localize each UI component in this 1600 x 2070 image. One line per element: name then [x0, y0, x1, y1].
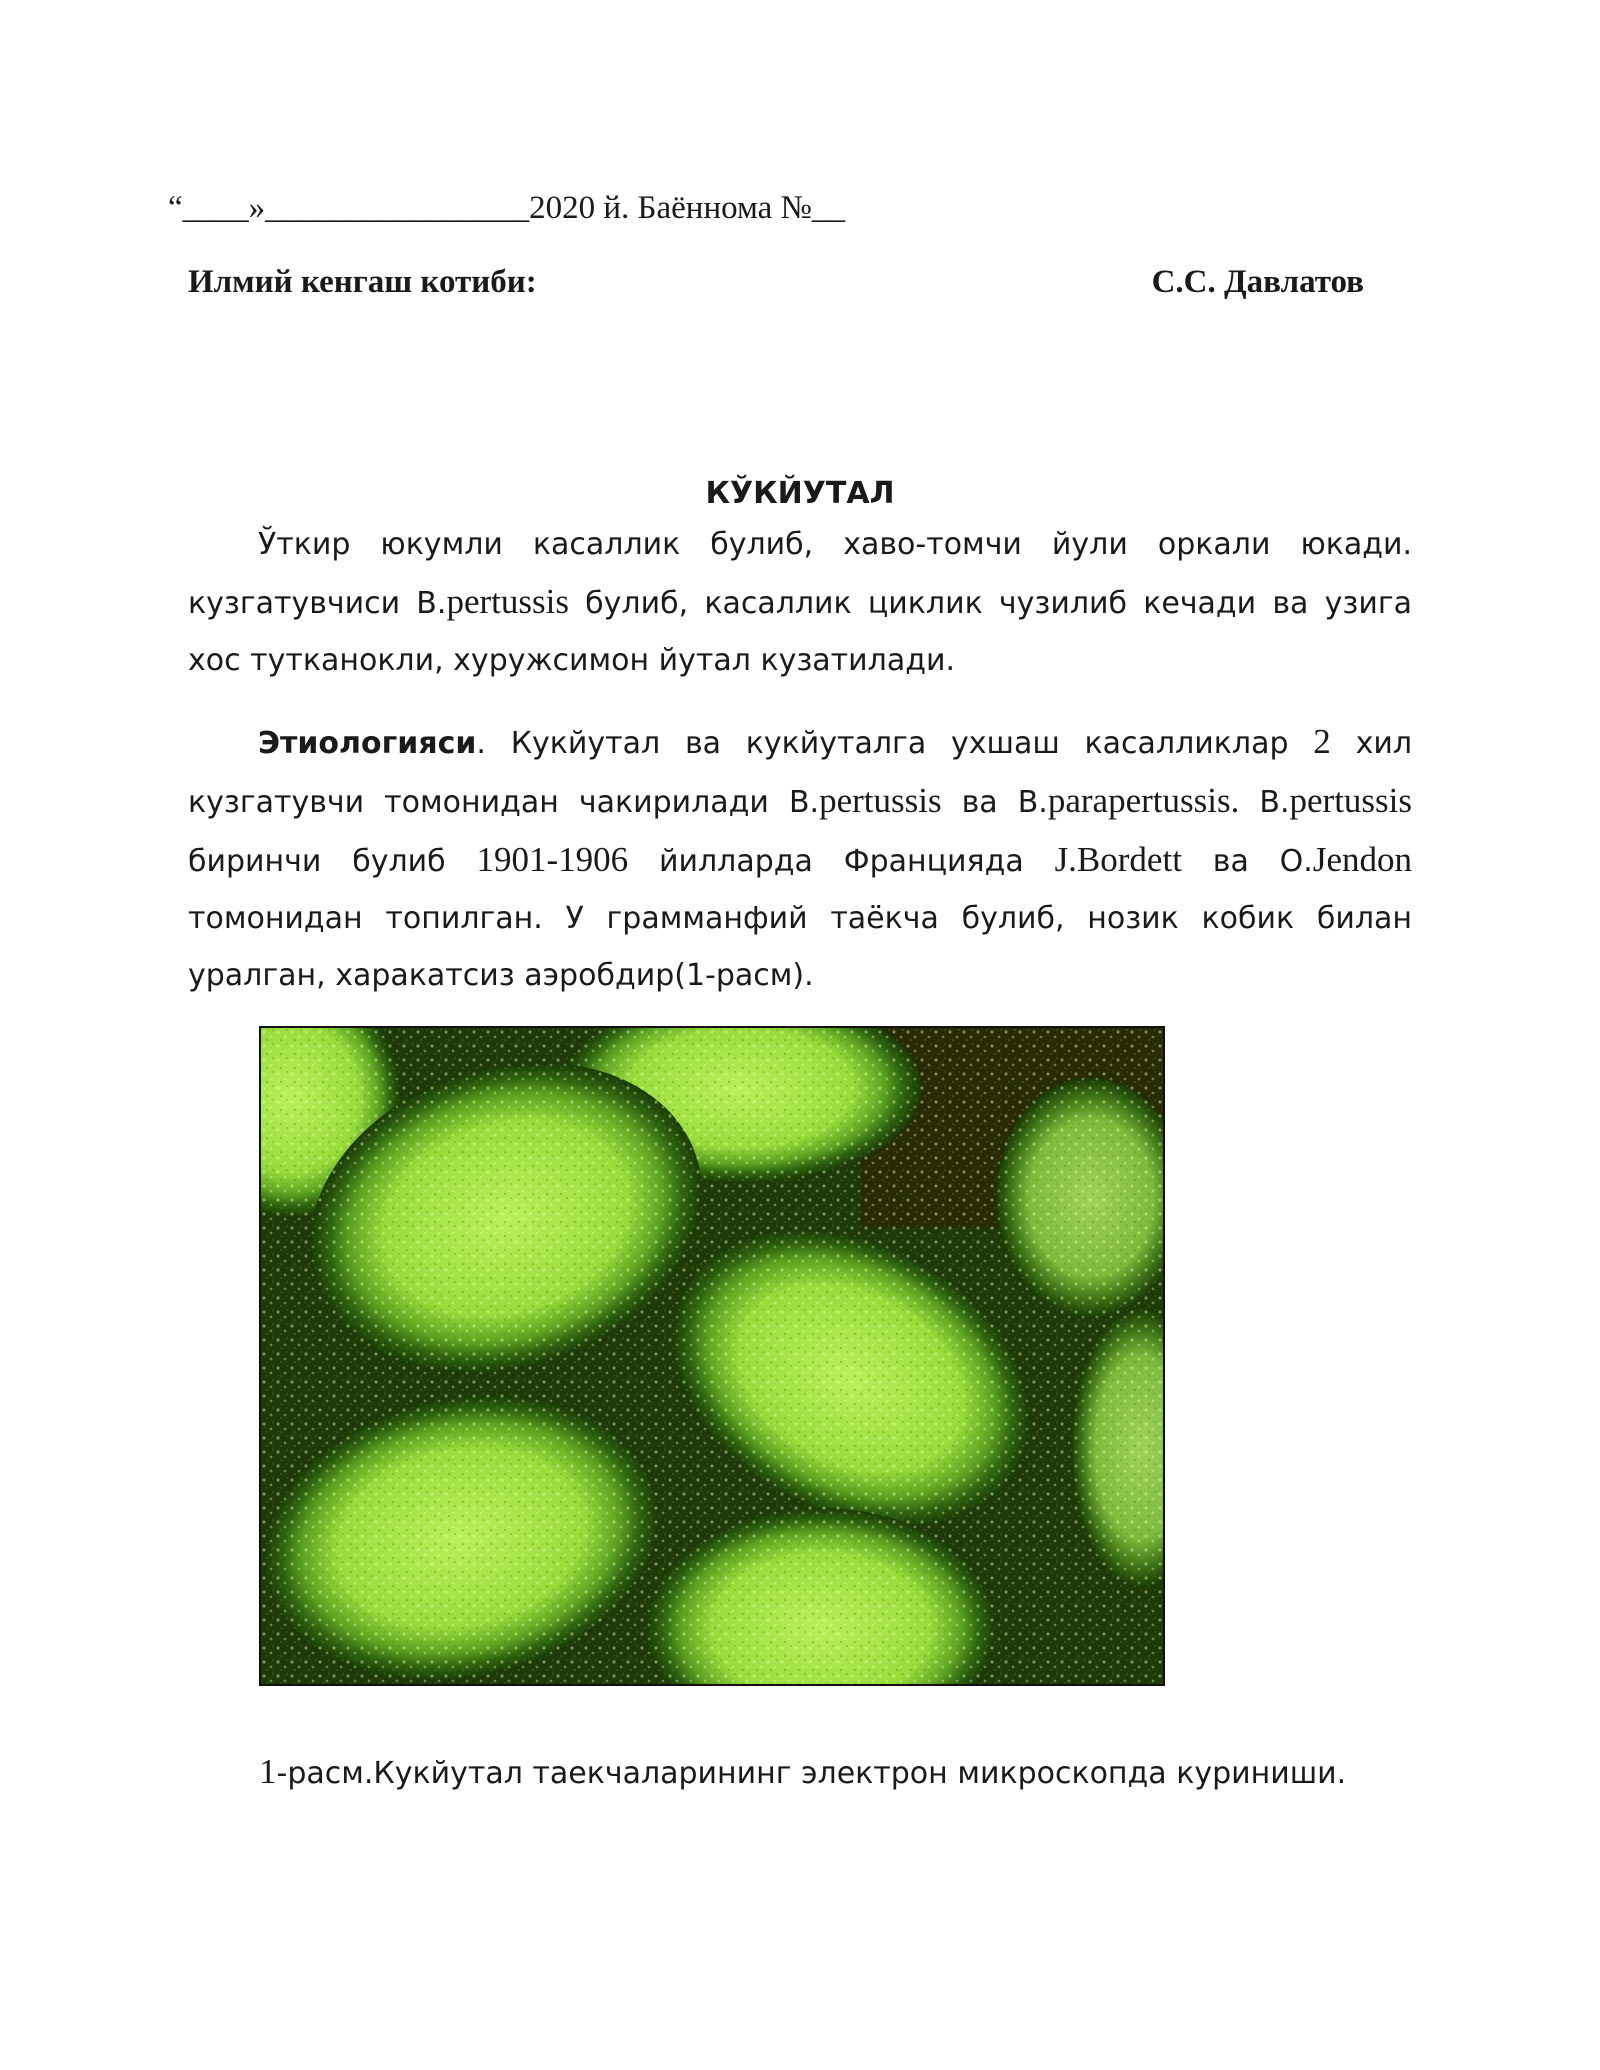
serif-run: pertussis	[1289, 781, 1412, 820]
text-run: ва В.	[941, 785, 1048, 820]
caption-text: -расм.Кукйутал таекчаларининг электрон микроскопда куриниши.	[276, 1756, 1347, 1791]
etiology-heading: Этиологияси	[258, 726, 477, 761]
text-run: томонидан топилган. У грамманфий таёкча булиб, нозик кобик билан уралган, харакатсиз аэробдир(1-расм).	[188, 901, 1412, 993]
intro-paragraph	[188, 516, 1412, 689]
secretary-label: Илмий кенгаш котиби:	[188, 264, 537, 300]
text-run: хил кузгатувчи томонидан чакирилади В.	[188, 726, 1412, 820]
secretary-row	[188, 264, 1364, 301]
text-run: йилларда Францияда	[628, 844, 1055, 879]
serif-run: 1901-1906	[476, 840, 629, 879]
secretary-name: С.С. Давлатов	[1151, 264, 1364, 300]
caption-number: 1	[259, 1752, 277, 1791]
text-run: Ўткир юкумли касаллик булиб, хаво-томчи йули оркали юкади. кузгатувчиси В.	[188, 527, 1412, 621]
figure-caption	[259, 1752, 1346, 1792]
article-title: КЎКЙУТАЛ	[705, 476, 895, 511]
serif-run: J.Bordett	[1054, 840, 1182, 879]
text-run: биринчи булиб	[188, 844, 477, 879]
serif-run: 2	[1313, 722, 1331, 761]
serif-run: pertussis	[819, 781, 942, 820]
micrograph-image	[261, 1028, 1163, 1684]
serif-run: pertussis	[446, 582, 569, 621]
text-run: ва О.	[1181, 844, 1313, 879]
texture-overlay	[261, 1028, 1163, 1684]
micrograph-figure	[259, 1026, 1165, 1686]
text-run: булиб, касаллик циклик чузилиб кечади ва узига хос тутканокли, хуружсимон йутал кузатилади.	[188, 586, 1413, 678]
protocol-date-line: “____»________________2020 й. Баённома №__	[168, 190, 846, 226]
text-run: В.	[1239, 785, 1290, 820]
etiology-paragraph	[188, 713, 1412, 1004]
serif-run: parapertussis.	[1047, 781, 1240, 820]
serif-run: Jendon	[1312, 840, 1412, 879]
text-run: . Кукйутал ва кукйуталга ухшаш касалликлар	[476, 726, 1314, 761]
